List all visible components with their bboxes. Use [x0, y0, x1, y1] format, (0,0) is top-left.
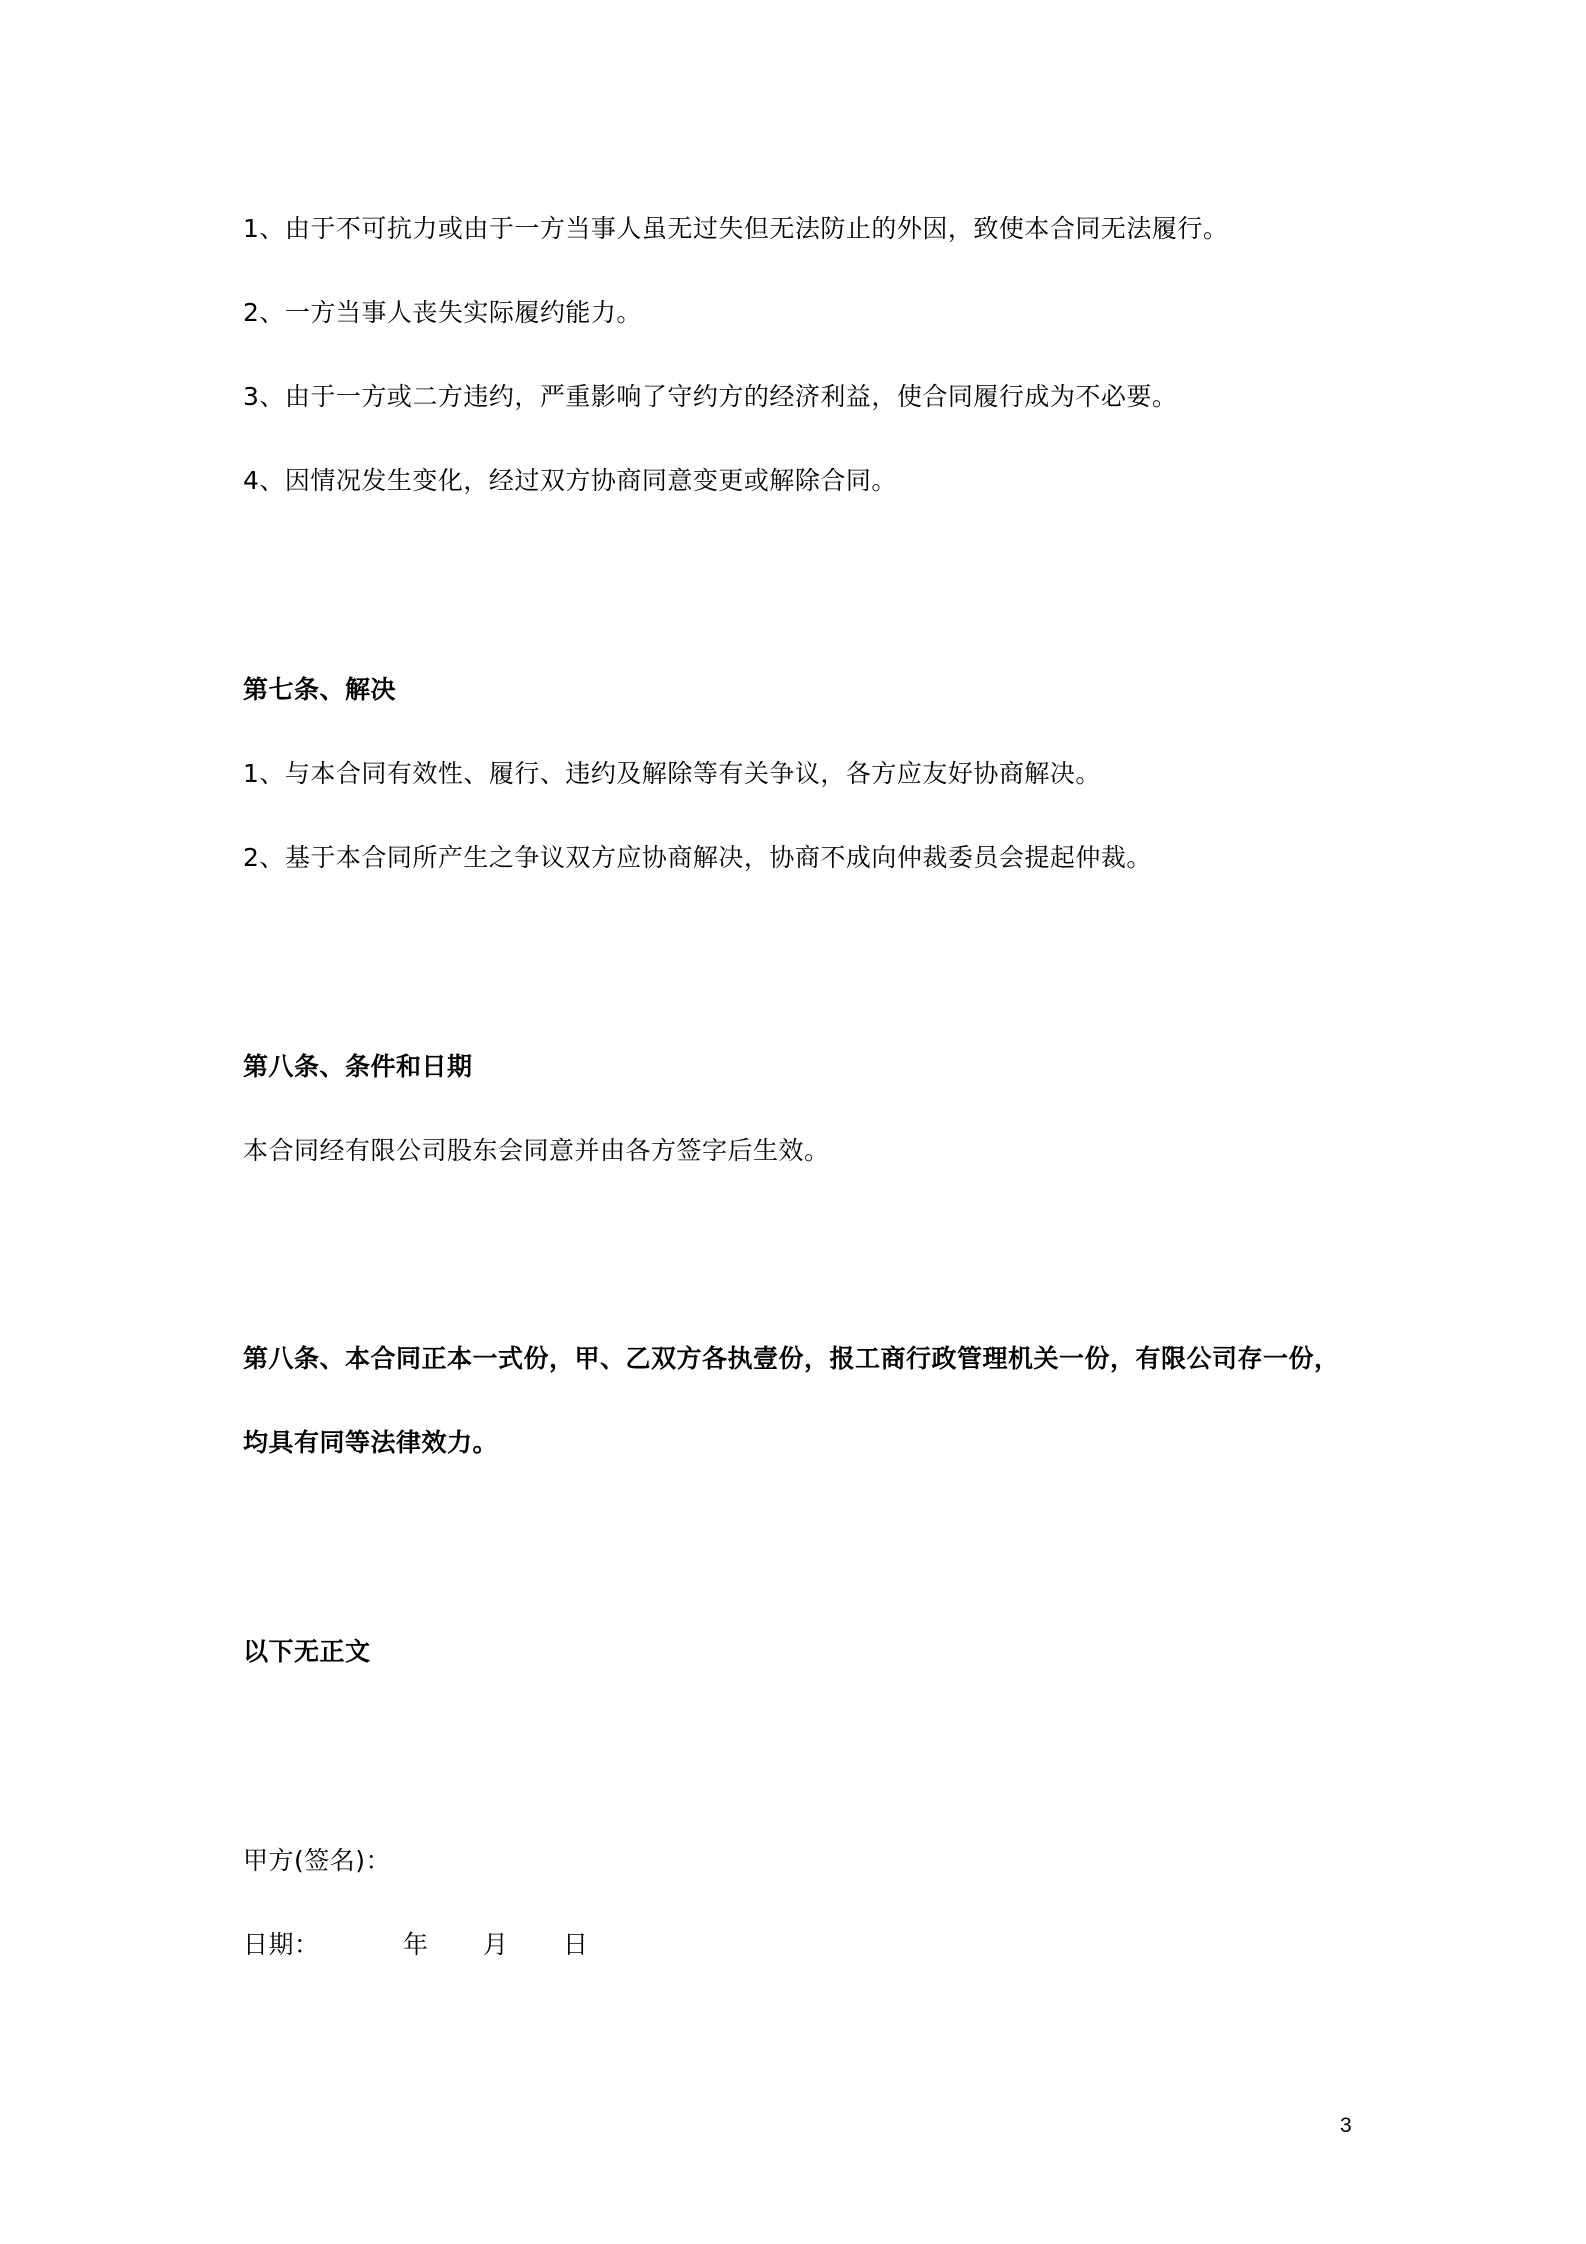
section6-item-2: 2、一方当事人丧失实际履约能力。: [243, 298, 642, 327]
section6-item-3: 3、由于一方或二方违约，严重影响了守约方的经济利益，使合同履行成为不必要。: [243, 382, 1178, 411]
end-note: 以下无正文: [243, 1637, 371, 1666]
section7-item-1: 1、与本合同有效性、履行、违约及解除等有关争议，各方应友好协商解决。: [243, 759, 1101, 788]
section7-item-2: 2、基于本合同所产生之争议双方应协商解决，协商不成向仲裁委员会提起仲裁。: [243, 843, 1152, 872]
section8-text: 本合同经有限公司股东会同意并由各方签字后生效。: [243, 1136, 830, 1165]
date-year: 年: [403, 1930, 429, 1959]
date-label: 日期：: [243, 1930, 320, 1959]
page-number: 3: [1340, 2114, 1352, 2137]
section8b-line-2: 均具有同等法律效力。: [243, 1428, 499, 1457]
section6-item-1: 1、由于不可抗力或由于一方当事人虽无过失但无法防止的外因，致使本合同无法履行。: [243, 214, 1229, 243]
section6-item-4: 4、因情况发生变化，经过双方协商同意变更或解除合同。: [243, 466, 897, 495]
party-a-signature-label: 甲方(签名)：: [243, 1846, 392, 1875]
section7-heading: 第七条、解决: [243, 675, 397, 704]
section8-heading: 第八条、条件和日期: [243, 1052, 473, 1081]
section8b-line-1: 第八条、本合同正本一式份，甲、乙双方各执壹份，报工商行政管理机关一份，有限公司存一份，: [243, 1344, 1340, 1373]
signature-date-row: [243, 1928, 589, 1962]
date-day: 日: [563, 1930, 589, 1959]
date-month: 月: [483, 1930, 509, 1959]
